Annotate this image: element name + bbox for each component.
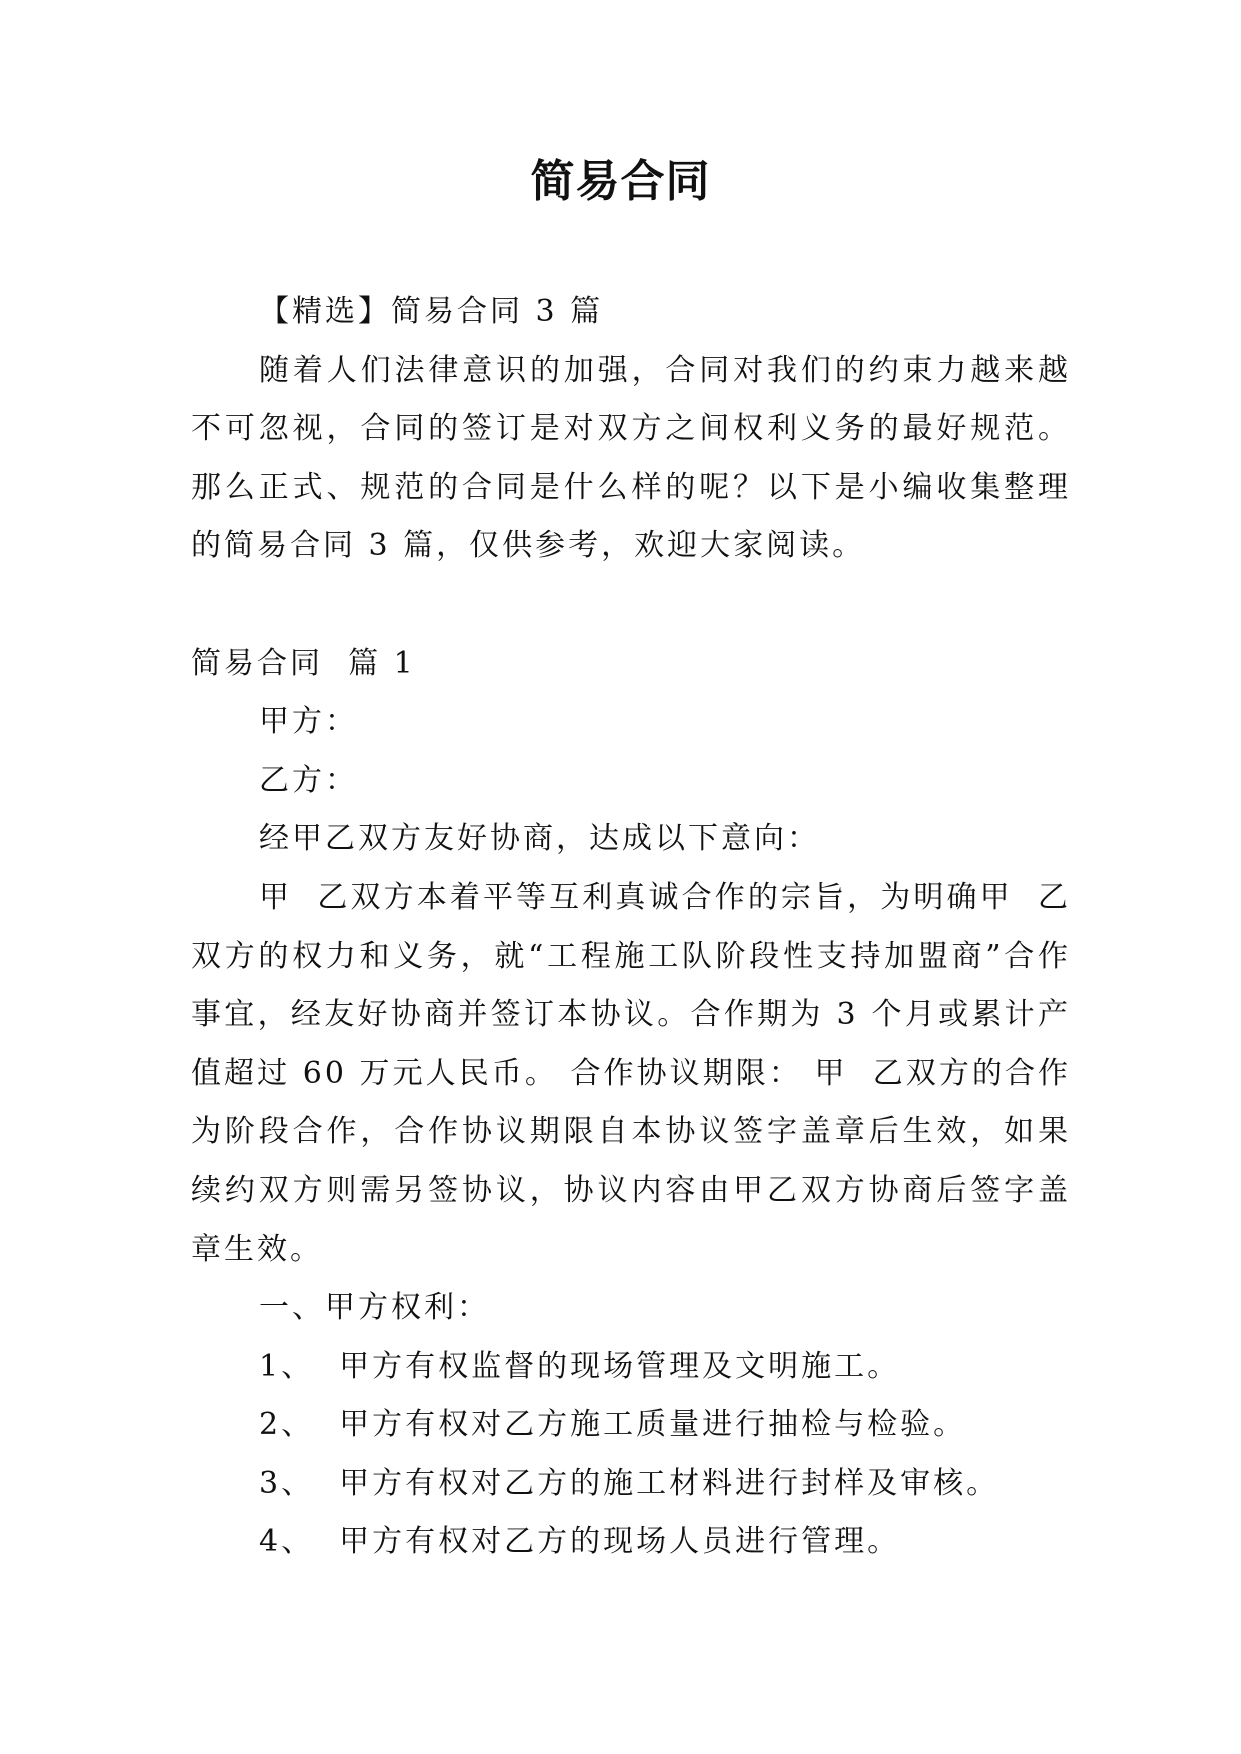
rights-item: 1、 甲方有权监督的现场管理及文明施工。 xyxy=(259,1348,901,1384)
rights-item: 3、 甲方有权对乙方的施工材料进行封样及审核。 xyxy=(259,1465,1000,1501)
section-heading: 简易合同 篇 1 xyxy=(191,645,416,681)
agreement-line: 经甲乙双方友好协商，达成以下意向： xyxy=(259,821,820,857)
intro-heading: 【精选】简易合同 3 篇 xyxy=(259,294,604,329)
document-body xyxy=(191,283,1071,1572)
rights-item: 2、 甲方有权对乙方施工质量进行抽检与检验。 xyxy=(259,1407,967,1443)
party-a-line: 甲方： xyxy=(259,704,358,740)
party-b-line: 乙方： xyxy=(259,762,358,798)
rights-item: 4、 甲方有权对乙方的现场人员进行管理。 xyxy=(259,1524,901,1560)
main-paragraph: 甲 乙双方本着平等互利真诚合作的宗旨，为明确甲 乙双方的权力和义务，就“工程施工队阶段性支持加盟商”合作事宜，经友好协商并签订本协议。合作期为 3 个月或累计产值超过 60 万元人民币。 合作协议期限： 甲 乙双方的合作为阶段合作，合作协议期限自本协议签字盖章后生效，如果续约双方则需另签协议，协议内容由甲乙双方协商后签字盖章生效。 xyxy=(191,879,1071,1267)
document-title: 简易合同 xyxy=(530,156,711,207)
rights-heading: 一、甲方权利： xyxy=(259,1290,490,1326)
intro-paragraph: 随着人们法律意识的加强，合同对我们的约束力越来越不可忽视，合同的签订是对双方之间权利义务的最好规范。那么正式、规范的合同是什么样的呢？以下是小编收集整理的简易合同 3 篇，仅供参考，欢迎大家阅读。 xyxy=(191,352,1071,564)
paragraph-gap xyxy=(191,576,1071,635)
